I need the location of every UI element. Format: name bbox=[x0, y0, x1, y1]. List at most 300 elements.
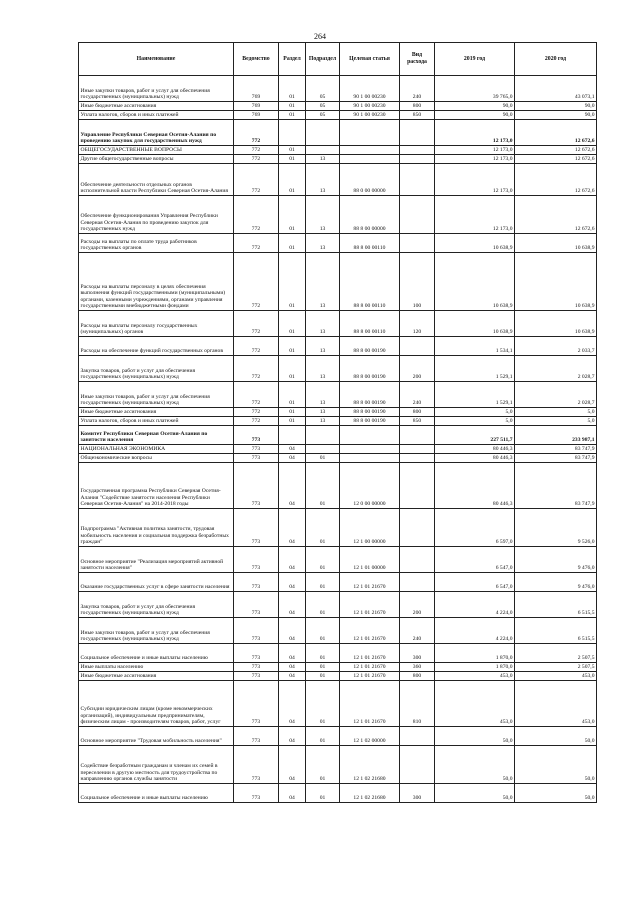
cell-vedomstvo: 773 bbox=[234, 509, 279, 547]
cell-name: Расходы на выплаты персоналу государственных (муниципальных) органов bbox=[79, 311, 234, 337]
cell-2019: 12 173,0 bbox=[435, 164, 515, 196]
cell-name: Государственная программа Республики Северная Осетия-Алания "Содействие занятости населения Республики Северная Осетия-Алания" на 2014-2018 годы bbox=[79, 463, 234, 509]
cell-vid: 240 bbox=[400, 382, 435, 408]
cell-podrazdel: 13 bbox=[306, 253, 340, 311]
cell-name: Иные закупки товаров, работ и услуг для обеспечения государственных (муниципальных) нужд bbox=[79, 618, 234, 644]
cell-2019: 50,0 bbox=[435, 746, 515, 784]
cell-podrazdel: 01 bbox=[306, 592, 340, 618]
cell-razdel: 01 bbox=[279, 234, 306, 253]
cell-2019: 10 638,9 bbox=[435, 234, 515, 253]
cell-razdel bbox=[279, 426, 306, 445]
cell-2019: 12 173,0 bbox=[435, 196, 515, 234]
cell-vid: 300 bbox=[400, 644, 435, 663]
cell-2020: 90,0 bbox=[515, 102, 597, 111]
cell-2020: 9 526,0 bbox=[515, 509, 597, 547]
cell-2020: 6 515,5 bbox=[515, 592, 597, 618]
cell-name: Содействие безработным гражданам и членам их семей в переселении в другую местность для трудоустройства по направлению органов службы занятости bbox=[79, 746, 234, 784]
cell-razdel: 01 bbox=[279, 76, 306, 102]
cell-vid: 800 bbox=[400, 102, 435, 111]
cell-razdel: 01 bbox=[279, 408, 306, 417]
cell-statya: 88 8 00 00110 bbox=[340, 253, 400, 311]
cell-name: Комитет Республики Северная Осетия-Алания по занятости населения bbox=[79, 426, 234, 445]
cell-vid bbox=[400, 445, 435, 454]
cell-2020: 50,0 bbox=[515, 727, 597, 746]
cell-2020: 50,0 bbox=[515, 746, 597, 784]
cell-2020: 5,0 bbox=[515, 408, 597, 417]
cell-statya bbox=[340, 155, 400, 164]
cell-podrazdel: 01 bbox=[306, 727, 340, 746]
cell-vedomstvo: 772 bbox=[234, 146, 279, 155]
cell-podrazdel: 01 bbox=[306, 663, 340, 672]
cell-vid bbox=[400, 573, 435, 592]
table-row bbox=[79, 111, 597, 120]
cell-statya: 12 1 01 21670 bbox=[340, 644, 400, 663]
cell-vedomstvo: 773 bbox=[234, 727, 279, 746]
table-row bbox=[79, 382, 597, 408]
cell-vedomstvo: 769 bbox=[234, 111, 279, 120]
cell-vid bbox=[400, 426, 435, 445]
cell-vid: 800 bbox=[400, 672, 435, 681]
cell-statya: 12 0 00 00000 bbox=[340, 463, 400, 509]
cell-vedomstvo: 773 bbox=[234, 663, 279, 672]
cell-razdel: 01 bbox=[279, 164, 306, 196]
cell-razdel: 04 bbox=[279, 727, 306, 746]
cell-statya bbox=[340, 454, 400, 463]
cell-vedomstvo: 772 bbox=[234, 311, 279, 337]
cell-razdel: 01 bbox=[279, 382, 306, 408]
cell-razdel: 04 bbox=[279, 672, 306, 681]
cell-razdel: 04 bbox=[279, 644, 306, 663]
cell-razdel: 01 bbox=[279, 356, 306, 382]
cell-statya: 90 1 00 00230 bbox=[340, 111, 400, 120]
cell-2020: 2 507,5 bbox=[515, 663, 597, 672]
table-row bbox=[79, 784, 597, 803]
budget-table bbox=[78, 42, 597, 803]
cell-statya: 12 1 02 21680 bbox=[340, 784, 400, 803]
table-row bbox=[79, 76, 597, 102]
table-row bbox=[79, 356, 597, 382]
cell-statya bbox=[340, 426, 400, 445]
cell-vid bbox=[400, 463, 435, 509]
cell-2020: 2 028,7 bbox=[515, 356, 597, 382]
table-row bbox=[79, 618, 597, 644]
cell-podrazdel: 01 bbox=[306, 672, 340, 681]
cell-2020: 10 638,9 bbox=[515, 253, 597, 311]
cell-razdel: 01 bbox=[279, 337, 306, 356]
cell-vid: 300 bbox=[400, 784, 435, 803]
cell-vid: 100 bbox=[400, 253, 435, 311]
col-header-podrazdel: Подраздел bbox=[306, 43, 340, 76]
cell-statya: 12 1 02 00000 bbox=[340, 727, 400, 746]
cell-vedomstvo: 773 bbox=[234, 573, 279, 592]
cell-name: Социальное обеспечение и иные выплаты населению bbox=[79, 644, 234, 663]
cell-podrazdel: 01 bbox=[306, 784, 340, 803]
cell-2020: 2 028,7 bbox=[515, 382, 597, 408]
cell-vedomstvo: 772 bbox=[234, 382, 279, 408]
cell-statya: 12 1 01 21670 bbox=[340, 592, 400, 618]
cell-statya: 12 1 00 00000 bbox=[340, 509, 400, 547]
table-row bbox=[79, 155, 597, 164]
table-row bbox=[79, 509, 597, 547]
cell-vid: 240 bbox=[400, 76, 435, 102]
cell-vedomstvo: 773 bbox=[234, 644, 279, 663]
cell-2019: 1 870,0 bbox=[435, 663, 515, 672]
table-row bbox=[79, 120, 597, 146]
cell-vedomstvo: 769 bbox=[234, 102, 279, 111]
cell-2020: 6 515,5 bbox=[515, 618, 597, 644]
cell-statya: 12 1 02 21680 bbox=[340, 746, 400, 784]
table-row bbox=[79, 102, 597, 111]
cell-2020: 233 987,1 bbox=[515, 426, 597, 445]
table-row bbox=[79, 311, 597, 337]
cell-name: Уплата налогов, сборов и иных платежей bbox=[79, 417, 234, 426]
cell-podrazdel: 01 bbox=[306, 644, 340, 663]
cell-name: НАЦИОНАЛЬНАЯ ЭКОНОМИКА bbox=[79, 445, 234, 454]
cell-vid bbox=[400, 509, 435, 547]
table-row bbox=[79, 592, 597, 618]
cell-vedomstvo: 772 bbox=[234, 253, 279, 311]
cell-vid bbox=[400, 196, 435, 234]
cell-name: Иные закупки товаров, работ и услуг для обеспечения государственных (муниципальных) нужд bbox=[79, 382, 234, 408]
cell-razdel: 01 bbox=[279, 111, 306, 120]
cell-2019: 1 534,1 bbox=[435, 337, 515, 356]
cell-statya: 88 8 00 00190 bbox=[340, 417, 400, 426]
cell-2019: 453,0 bbox=[435, 672, 515, 681]
cell-name: Иные бюджетные ассигнования bbox=[79, 672, 234, 681]
cell-razdel: 04 bbox=[279, 463, 306, 509]
cell-2019: 50,0 bbox=[435, 727, 515, 746]
cell-name: Закупка товаров, работ и услуг для обеспечения государственных (муниципальных) нужд bbox=[79, 356, 234, 382]
cell-2020: 453,0 bbox=[515, 672, 597, 681]
cell-statya: 88 8 00 00110 bbox=[340, 234, 400, 253]
cell-vedomstvo: 773 bbox=[234, 454, 279, 463]
cell-vid bbox=[400, 547, 435, 573]
cell-razdel: 04 bbox=[279, 618, 306, 644]
cell-vedomstvo: 773 bbox=[234, 547, 279, 573]
cell-statya: 12 1 01 21670 bbox=[340, 573, 400, 592]
cell-podrazdel: 05 bbox=[306, 76, 340, 102]
cell-statya: 90 1 00 00230 bbox=[340, 76, 400, 102]
cell-razdel: 04 bbox=[279, 663, 306, 672]
cell-vedomstvo: 772 bbox=[234, 155, 279, 164]
cell-statya: 88 0 00 00000 bbox=[340, 164, 400, 196]
cell-2019: 39 765,0 bbox=[435, 76, 515, 102]
cell-name: Другие общегосударственные вопросы bbox=[79, 155, 234, 164]
cell-razdel: 01 bbox=[279, 417, 306, 426]
cell-2019: 90,0 bbox=[435, 102, 515, 111]
cell-2019: 4 224,0 bbox=[435, 592, 515, 618]
cell-name: Уплата налогов, сборов и иных платежей bbox=[79, 111, 234, 120]
cell-2020: 10 638,9 bbox=[515, 311, 597, 337]
table-row bbox=[79, 164, 597, 196]
cell-name: Субсидии юридическим лицам (кроме некоммерческих организаций), индивидуальным предпринимателям, физическим лицам - производителям товаров, работ, услуг bbox=[79, 681, 234, 727]
cell-name: Закупка товаров, работ и услуг для обеспечения государственных (муниципальных) нужд bbox=[79, 592, 234, 618]
cell-razdel: 04 bbox=[279, 592, 306, 618]
cell-podrazdel: 13 bbox=[306, 417, 340, 426]
cell-2020: 2 033,7 bbox=[515, 337, 597, 356]
cell-vedomstvo: 772 bbox=[234, 337, 279, 356]
cell-2020: 9 476,0 bbox=[515, 547, 597, 573]
cell-podrazdel: 13 bbox=[306, 164, 340, 196]
table-row bbox=[79, 445, 597, 454]
cell-statya: 12 1 01 21670 bbox=[340, 681, 400, 727]
cell-name: Иные выплаты населению bbox=[79, 663, 234, 672]
cell-vedomstvo: 772 bbox=[234, 408, 279, 417]
cell-2019: 6 597,0 bbox=[435, 509, 515, 547]
table-row bbox=[79, 463, 597, 509]
cell-vedomstvo: 773 bbox=[234, 681, 279, 727]
cell-2020: 5,0 bbox=[515, 417, 597, 426]
table-row bbox=[79, 681, 597, 727]
cell-vedomstvo: 772 bbox=[234, 234, 279, 253]
cell-vid: 360 bbox=[400, 663, 435, 672]
cell-2020: 12 672,6 bbox=[515, 164, 597, 196]
cell-vid: 850 bbox=[400, 417, 435, 426]
cell-podrazdel: 13 bbox=[306, 155, 340, 164]
cell-podrazdel: 13 bbox=[306, 311, 340, 337]
cell-name: Иные закупки товаров, работ и услуг для обеспечения государственных (муниципальных) нужд bbox=[79, 76, 234, 102]
cell-2020: 83 747,9 bbox=[515, 454, 597, 463]
col-header-2020: 2020 год bbox=[515, 43, 597, 76]
col-header-vedomstvo: Ведомство bbox=[234, 43, 279, 76]
cell-name: Основное мероприятие "Реализация мероприятий активной занятости населения" bbox=[79, 547, 234, 573]
cell-2019: 5,0 bbox=[435, 417, 515, 426]
cell-vid bbox=[400, 746, 435, 784]
table-row bbox=[79, 337, 597, 356]
cell-vedomstvo: 772 bbox=[234, 120, 279, 146]
col-header-name: Наименование bbox=[79, 43, 234, 76]
cell-vid bbox=[400, 234, 435, 253]
cell-vedomstvo: 773 bbox=[234, 426, 279, 445]
cell-razdel: 04 bbox=[279, 454, 306, 463]
table-row bbox=[79, 253, 597, 311]
cell-vid bbox=[400, 155, 435, 164]
cell-vid bbox=[400, 454, 435, 463]
cell-podrazdel: 01 bbox=[306, 463, 340, 509]
cell-podrazdel: 01 bbox=[306, 618, 340, 644]
cell-vedomstvo: 772 bbox=[234, 196, 279, 234]
cell-name: Расходы на выплаты персоналу в целях обеспечения выполнения функций государственными (муниципальными) органами, казенными учреждениями, органами управления государственными внебюджетными фондами bbox=[79, 253, 234, 311]
col-header-razdel: Раздел bbox=[279, 43, 306, 76]
cell-vedomstvo: 773 bbox=[234, 672, 279, 681]
cell-vid bbox=[400, 164, 435, 196]
cell-2020: 50,0 bbox=[515, 784, 597, 803]
cell-2020: 12 672,6 bbox=[515, 155, 597, 164]
cell-name: Расходы на обеспечение функций государственных органов bbox=[79, 337, 234, 356]
table-row bbox=[79, 573, 597, 592]
cell-statya: 88 8 00 00190 bbox=[340, 356, 400, 382]
cell-vedomstvo: 772 bbox=[234, 417, 279, 426]
table-row bbox=[79, 234, 597, 253]
cell-vid: 850 bbox=[400, 111, 435, 120]
cell-2019: 80 446,3 bbox=[435, 445, 515, 454]
col-header-vid: Вид расхода bbox=[400, 43, 435, 76]
cell-2019: 50,0 bbox=[435, 784, 515, 803]
cell-2020: 12 672,6 bbox=[515, 120, 597, 146]
table-row bbox=[79, 672, 597, 681]
cell-razdel: 04 bbox=[279, 547, 306, 573]
cell-razdel: 04 bbox=[279, 445, 306, 454]
cell-statya: 88 8 00 00190 bbox=[340, 408, 400, 417]
cell-vedomstvo: 773 bbox=[234, 592, 279, 618]
cell-razdel bbox=[279, 120, 306, 146]
cell-2020: 453,0 bbox=[515, 681, 597, 727]
cell-name: Иные бюджетные ассигнования bbox=[79, 102, 234, 111]
cell-podrazdel: 13 bbox=[306, 356, 340, 382]
cell-razdel: 01 bbox=[279, 311, 306, 337]
cell-2020: 12 672,6 bbox=[515, 146, 597, 155]
cell-podrazdel bbox=[306, 426, 340, 445]
table-row bbox=[79, 146, 597, 155]
cell-2019: 227 511,7 bbox=[435, 426, 515, 445]
cell-2020: 83 747,9 bbox=[515, 463, 597, 509]
cell-podrazdel: 01 bbox=[306, 681, 340, 727]
cell-name: Расходы на выплаты по оплате труда работников государственных органов bbox=[79, 234, 234, 253]
cell-vid bbox=[400, 146, 435, 155]
cell-vedomstvo: 773 bbox=[234, 746, 279, 784]
cell-statya bbox=[340, 445, 400, 454]
cell-podrazdel: 01 bbox=[306, 509, 340, 547]
cell-statya: 12 1 01 21670 bbox=[340, 618, 400, 644]
cell-razdel: 01 bbox=[279, 196, 306, 234]
cell-name: Социальное обеспечение и иные выплаты населению bbox=[79, 784, 234, 803]
cell-podrazdel bbox=[306, 445, 340, 454]
cell-statya: 12 1 01 21670 bbox=[340, 672, 400, 681]
cell-razdel: 04 bbox=[279, 509, 306, 547]
table-row bbox=[79, 663, 597, 672]
cell-2020: 90,0 bbox=[515, 111, 597, 120]
cell-2019: 12 173,0 bbox=[435, 120, 515, 146]
cell-podrazdel: 01 bbox=[306, 573, 340, 592]
col-header-statya: Целевая статья bbox=[340, 43, 400, 76]
cell-2019: 12 173,0 bbox=[435, 155, 515, 164]
table-row bbox=[79, 727, 597, 746]
cell-vedomstvo: 773 bbox=[234, 618, 279, 644]
cell-vedomstvo: 769 bbox=[234, 76, 279, 102]
table-row bbox=[79, 746, 597, 784]
cell-statya bbox=[340, 120, 400, 146]
cell-vid: 240 bbox=[400, 618, 435, 644]
cell-podrazdel: 05 bbox=[306, 111, 340, 120]
cell-podrazdel: 13 bbox=[306, 337, 340, 356]
cell-podrazdel bbox=[306, 146, 340, 155]
table-row bbox=[79, 426, 597, 445]
cell-vid: 200 bbox=[400, 356, 435, 382]
cell-vedomstvo: 773 bbox=[234, 445, 279, 454]
cell-statya: 88 8 00 00190 bbox=[340, 337, 400, 356]
cell-2019: 1 529,1 bbox=[435, 382, 515, 408]
cell-name: Оказание государственных услуг в сфере занятости населения bbox=[79, 573, 234, 592]
cell-2019: 6 547,0 bbox=[435, 547, 515, 573]
cell-vedomstvo: 772 bbox=[234, 356, 279, 382]
cell-name: Обеспечение деятельности отдельных органов исполнительной власти Республики Северная Осетия-Алания bbox=[79, 164, 234, 196]
page-number: 264 bbox=[314, 32, 326, 41]
table-body bbox=[79, 76, 597, 803]
cell-name: Иные бюджетные ассигнования bbox=[79, 408, 234, 417]
cell-2019: 10 638,9 bbox=[435, 253, 515, 311]
cell-razdel: 04 bbox=[279, 681, 306, 727]
cell-razdel: 01 bbox=[279, 155, 306, 164]
table-header-row bbox=[79, 43, 597, 76]
cell-podrazdel: 01 bbox=[306, 547, 340, 573]
cell-podrazdel: 13 bbox=[306, 196, 340, 234]
table-row bbox=[79, 196, 597, 234]
table-row bbox=[79, 454, 597, 463]
cell-vid bbox=[400, 120, 435, 146]
cell-vid: 120 bbox=[400, 311, 435, 337]
cell-razdel: 04 bbox=[279, 573, 306, 592]
cell-razdel: 04 bbox=[279, 784, 306, 803]
cell-2019: 453,0 bbox=[435, 681, 515, 727]
cell-podrazdel: 01 bbox=[306, 454, 340, 463]
cell-2019: 80 446,3 bbox=[435, 463, 515, 509]
cell-2019: 90,0 bbox=[435, 111, 515, 120]
table-row bbox=[79, 644, 597, 663]
col-header-2019: 2019 год bbox=[435, 43, 515, 76]
cell-razdel: 04 bbox=[279, 746, 306, 784]
cell-vedomstvo: 773 bbox=[234, 784, 279, 803]
cell-name: Подпрограмма "Активная политика занятости, трудовая мобильность населения и социальная поддержка безработных граждан" bbox=[79, 509, 234, 547]
cell-statya: 88 8 00 00000 bbox=[340, 196, 400, 234]
cell-razdel: 01 bbox=[279, 253, 306, 311]
cell-2019: 10 638,9 bbox=[435, 311, 515, 337]
cell-statya: 12 1 01 21670 bbox=[340, 663, 400, 672]
cell-vid: 800 bbox=[400, 408, 435, 417]
cell-2019: 4 224,0 bbox=[435, 618, 515, 644]
cell-2019: 1 529,1 bbox=[435, 356, 515, 382]
table-row bbox=[79, 547, 597, 573]
cell-podrazdel bbox=[306, 120, 340, 146]
cell-2020: 43 073,1 bbox=[515, 76, 597, 102]
cell-vedomstvo: 772 bbox=[234, 164, 279, 196]
cell-2020: 2 507,5 bbox=[515, 644, 597, 663]
table-row bbox=[79, 417, 597, 426]
cell-2019: 12 173,0 bbox=[435, 146, 515, 155]
cell-statya: 12 1 01 00000 bbox=[340, 547, 400, 573]
cell-name: ОБЩЕГОСУДАРСТВЕННЫЕ ВОПРОСЫ bbox=[79, 146, 234, 155]
cell-name: Основное мероприятие "Трудовая мобильность населения" bbox=[79, 727, 234, 746]
cell-2019: 5,0 bbox=[435, 408, 515, 417]
cell-name: Управление Республики Северная Осетия-Алания по проведению закупок для государственных нужд bbox=[79, 120, 234, 146]
cell-statya: 90 1 00 00230 bbox=[340, 102, 400, 111]
cell-name: Обеспечение функционирования Управления Республики Северная Осетия-Алания по проведению закупок для государственных нужд bbox=[79, 196, 234, 234]
cell-2020: 12 672,6 bbox=[515, 196, 597, 234]
cell-podrazdel: 13 bbox=[306, 234, 340, 253]
cell-vid bbox=[400, 337, 435, 356]
table-row bbox=[79, 408, 597, 417]
cell-statya bbox=[340, 146, 400, 155]
cell-podrazdel: 01 bbox=[306, 746, 340, 784]
cell-name: Общеэкономические вопросы bbox=[79, 454, 234, 463]
cell-vid bbox=[400, 727, 435, 746]
cell-vid: 810 bbox=[400, 681, 435, 727]
cell-2020: 83 747,9 bbox=[515, 445, 597, 454]
cell-podrazdel: 13 bbox=[306, 408, 340, 417]
cell-2019: 1 870,0 bbox=[435, 644, 515, 663]
cell-vid: 200 bbox=[400, 592, 435, 618]
cell-statya: 88 8 00 00190 bbox=[340, 382, 400, 408]
cell-2019: 80 446,3 bbox=[435, 454, 515, 463]
cell-2019: 6 547,0 bbox=[435, 573, 515, 592]
cell-vedomstvo: 773 bbox=[234, 463, 279, 509]
cell-razdel: 01 bbox=[279, 102, 306, 111]
cell-statya: 88 8 00 00110 bbox=[340, 311, 400, 337]
cell-podrazdel: 05 bbox=[306, 102, 340, 111]
cell-podrazdel: 13 bbox=[306, 382, 340, 408]
cell-razdel: 01 bbox=[279, 146, 306, 155]
cell-2020: 10 638,9 bbox=[515, 234, 597, 253]
cell-2020: 9 476,0 bbox=[515, 573, 597, 592]
